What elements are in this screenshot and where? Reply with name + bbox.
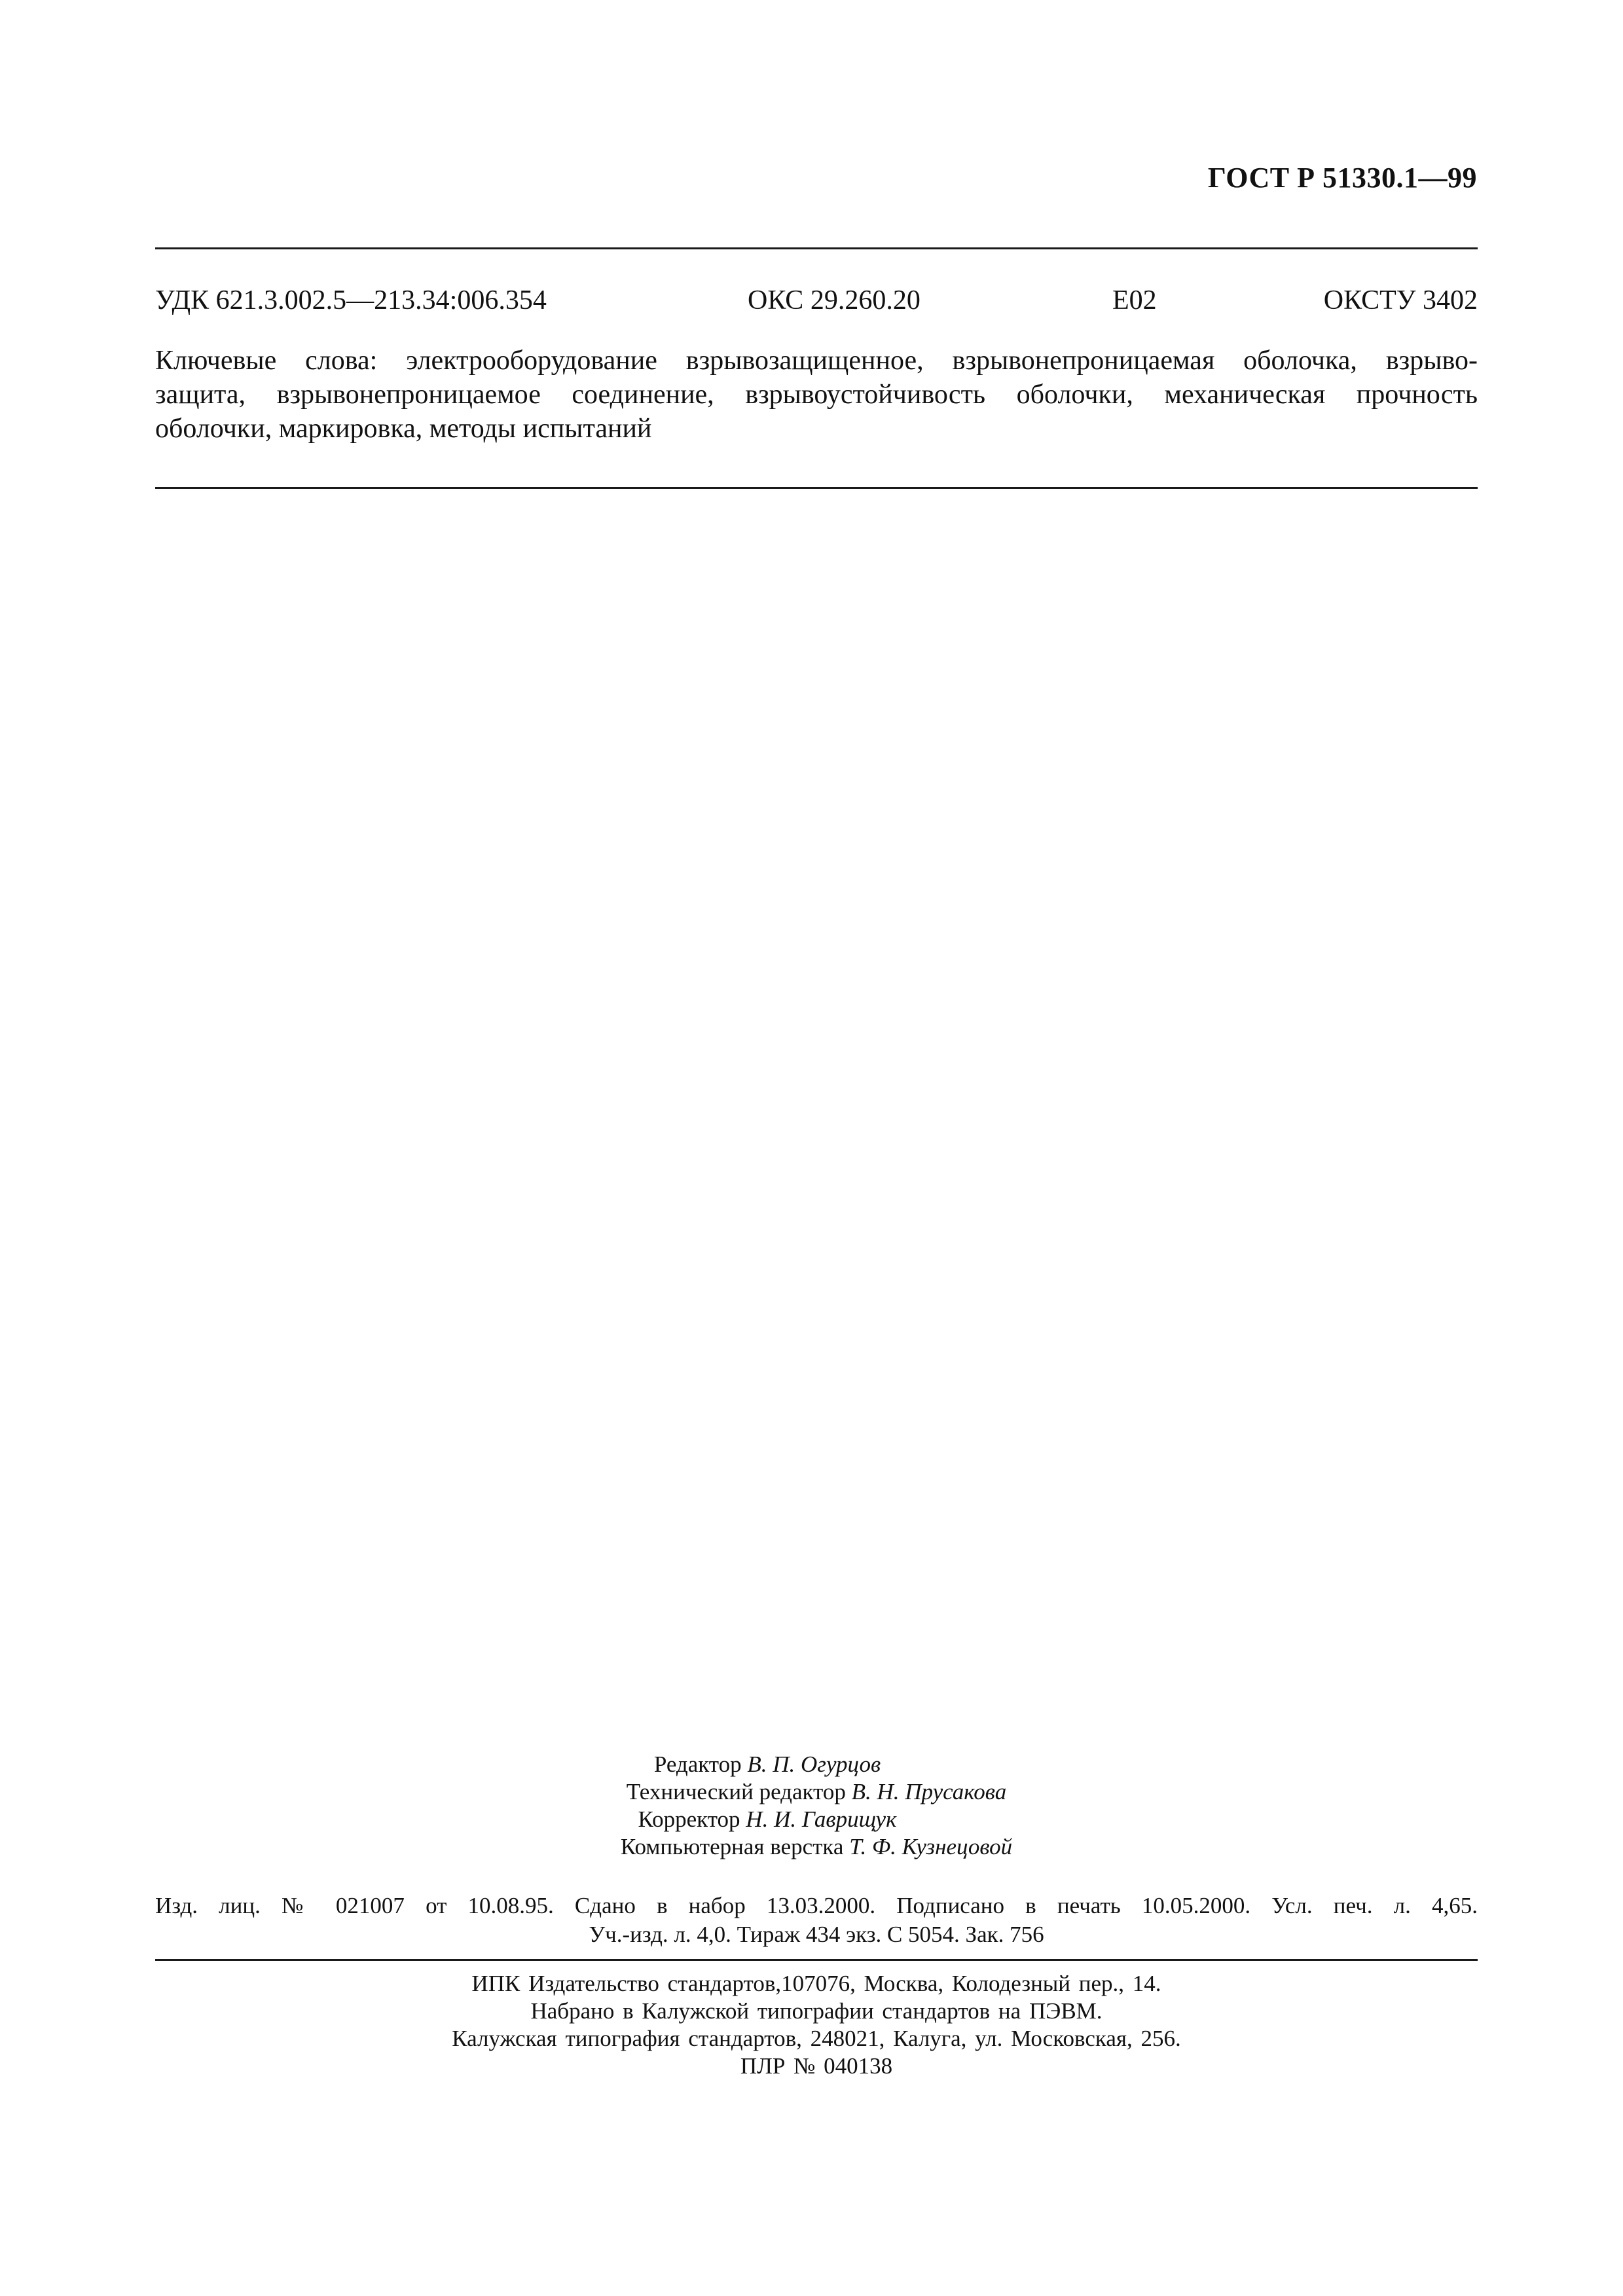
okstu-code: ОКСТУ 3402 (1323, 285, 1478, 315)
top-divider (155, 247, 1478, 249)
publisher-line: ИПК Издательство стандартов,107076, Москва, Колодезный пер., 14. (471, 1971, 1161, 1996)
credit-corrector (155, 1806, 1478, 1833)
publisher-line: Калужская типография стандартов, 248021, Калуга, ул. Московская, 256. (452, 2026, 1181, 2051)
credit-person: В. Н. Прусакова (851, 1779, 1007, 1804)
publisher-line: ПЛР № 040138 (740, 2053, 893, 2079)
keywords-line: защита, взрывонепроницаемое соединение, взрывоустойчивость оболочки, механическая прочность (155, 380, 1478, 410)
credit-person: Т. Ф. Кузнецовой (849, 1834, 1013, 1859)
credit-role: Компьютерная верстка (620, 1834, 844, 1859)
credit-layout (155, 1833, 1478, 1861)
credit-editor (155, 1751, 1478, 1778)
udk-code: УДК 621.3.002.5—213.34:006.354 (155, 285, 547, 315)
keywords-divider (155, 487, 1478, 489)
credit-person: Н. И. Гаврищук (746, 1806, 897, 1832)
keywords-line: Ключевые слова: электрооборудование взрывозащищенное, взрывонепроницаемая оболочка, взрыво- (155, 346, 1478, 376)
publisher-line: Набрано в Калужской типографии стандартов на ПЭВМ. (530, 1998, 1103, 2024)
credits-block (155, 1751, 1478, 1861)
oks-code: ОКС 29.260.20 (748, 285, 921, 315)
imprint-block (155, 1892, 1478, 1949)
e-code: Е02 (1112, 285, 1157, 315)
credit-role: Технический редактор (626, 1779, 846, 1804)
imprint-divider (155, 1959, 1478, 1961)
credit-role: Корректор (638, 1806, 740, 1832)
credit-tech-editor (155, 1778, 1478, 1806)
imprint-line: Изд. лиц. № 021007 от 10.08.95. Сдано в набор 13.03.2000. Подписано в печать 10.05.2000. Усл. печ. л. 4,65. (155, 1893, 1478, 1918)
document-number: ГОСТ Р 51330.1—99 (1207, 162, 1477, 194)
credit-role: Редактор (653, 1751, 742, 1777)
publisher-block (155, 1970, 1478, 2080)
keywords-line: оболочки, маркировка, методы испытаний (155, 414, 652, 444)
keywords-block (155, 344, 1478, 446)
classification-codes (155, 285, 1478, 324)
imprint-line: Уч.-изд. л. 4,0. Тираж 434 экз. С 5054. Зак. 756 (589, 1922, 1044, 1947)
credit-person: В. П. Огурцов (747, 1751, 881, 1777)
